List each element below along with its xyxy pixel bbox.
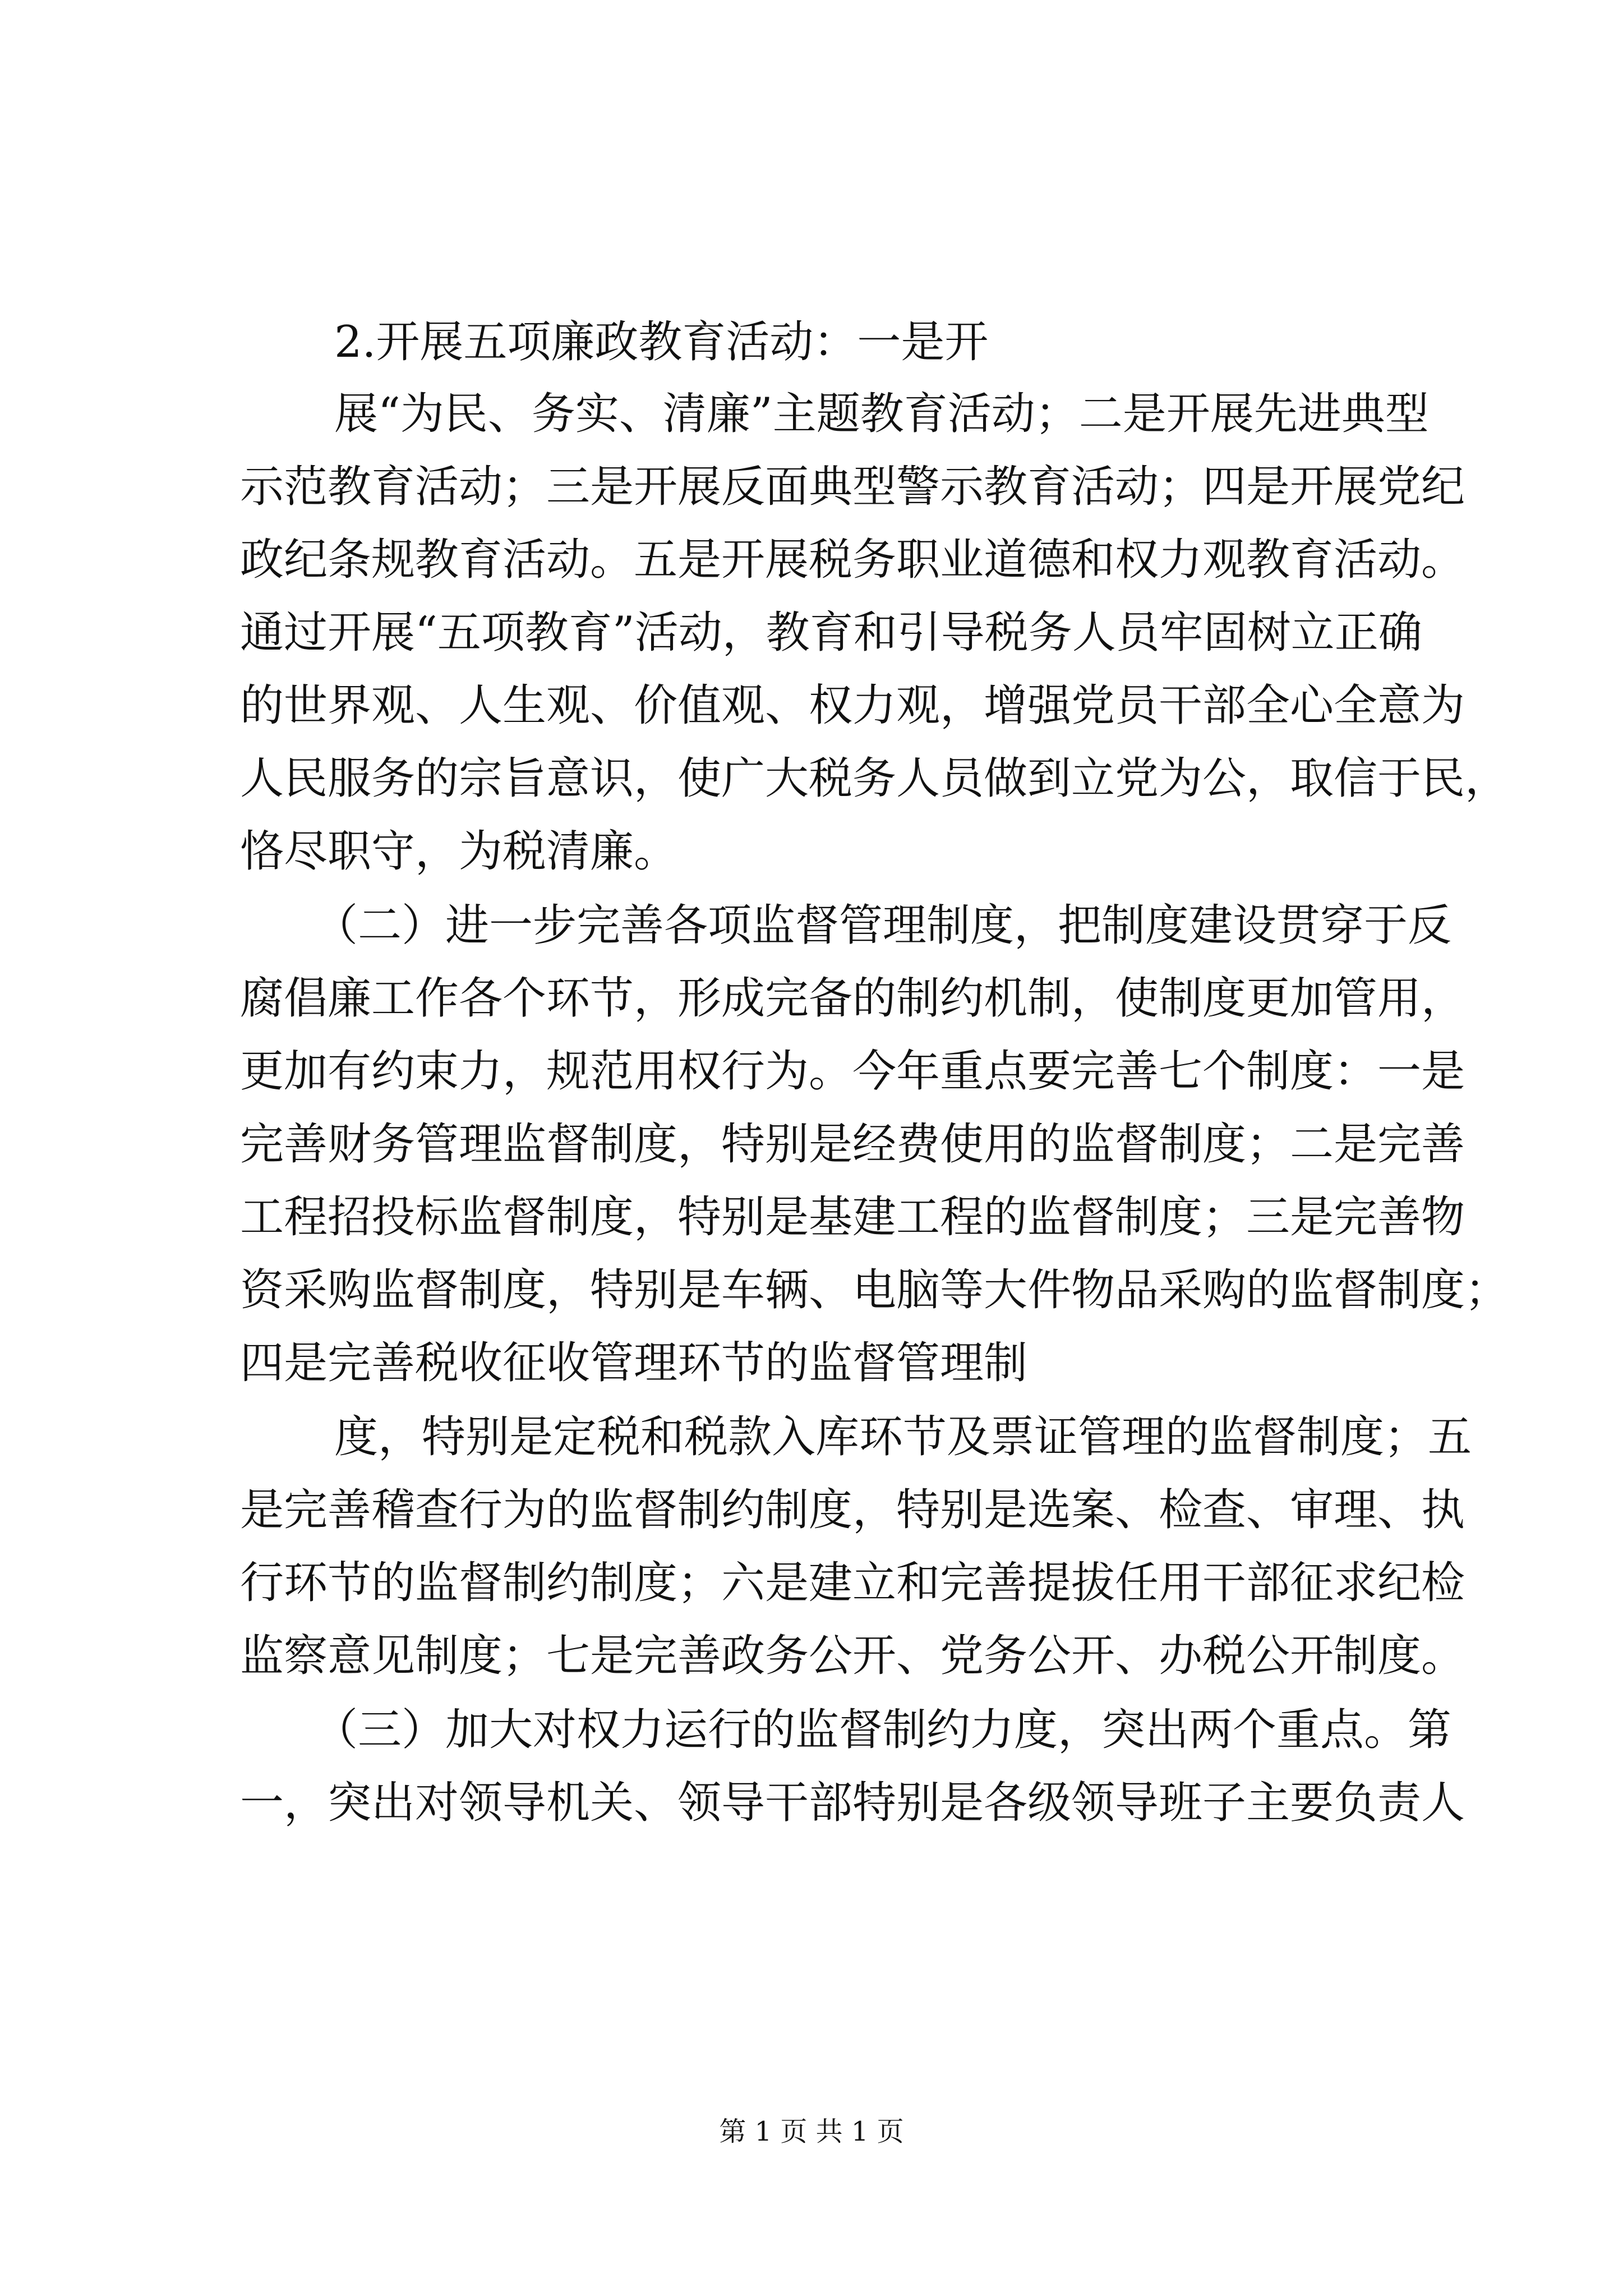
text-line: 四是完善税收征收管理环节的监督管理制 <box>240 1338 1028 1388</box>
text-line: 的世界观、人生观、价值观、权力观，增强党员干部全心全意为 <box>240 680 1465 731</box>
text-line: 是完善稽查行为的监督制约制度，特别是选案、检查、审理、执 <box>240 1485 1465 1535</box>
text-line: 完善财务管理监督制度，特别是经费使用的监督制度；二是完善 <box>240 1119 1465 1170</box>
page-number-footer: 第 1 页 共 1 页 <box>719 2116 904 2147</box>
text-line: 示范教育活动；三是开展反面典型警示教育活动；四是开展党纪 <box>240 462 1465 512</box>
text-line: 通过开展“五项教育”活动，教育和引导税务人员牢固树立正确 <box>240 608 1422 658</box>
text-line: 腐倡廉工作各个环节，形成完备的制约机制，使制度更加管用， <box>240 973 1465 1024</box>
text-line: 政纪条规教育活动。五是开展税务职业道德和权力观教育活动。 <box>240 535 1465 585</box>
text-line: 工程招投标监督制度，特别是基建工程的监督制度；三是完善物 <box>240 1192 1465 1243</box>
text-line: 恪尽职守，为税清廉。 <box>240 826 678 877</box>
text-line: （二）进一步完善各项监督管理制度，把制度建设贯穿于反 <box>314 900 1452 951</box>
text-line: 展“为民、务实、清廉”主题教育活动；二是开展先进典型 <box>334 389 1429 439</box>
text-line: 一，突出对领导机关、领导干部特别是各级领导班子主要负责人 <box>240 1778 1465 1828</box>
text-line: 更加有约束力，规范用权行为。今年重点要完善七个制度：一是 <box>240 1046 1465 1097</box>
text-line: 人民服务的宗旨意识，使广大税务人员做到立党为公，取信于民， <box>240 753 1509 804</box>
text-line: 度，特别是定税和税款入库环节及票证管理的监督制度；五 <box>334 1412 1472 1462</box>
text-line: 2.开展五项廉政教育活动：一是开 <box>334 317 989 367</box>
text-line: 资采购监督制度，特别是车辆、电脑等大件物品采购的监督制度； <box>240 1265 1509 1315</box>
text-line: 行环节的监督制约制度；六是建立和完善提拔任用干部征求纪检 <box>240 1558 1465 1608</box>
text-line: 监察意见制度；七是完善政务公开、党务公开、办税公开制度。 <box>240 1631 1465 1681</box>
text-line: （三）加大对权力运行的监督制约力度，突出两个重点。第 <box>314 1705 1452 1755</box>
